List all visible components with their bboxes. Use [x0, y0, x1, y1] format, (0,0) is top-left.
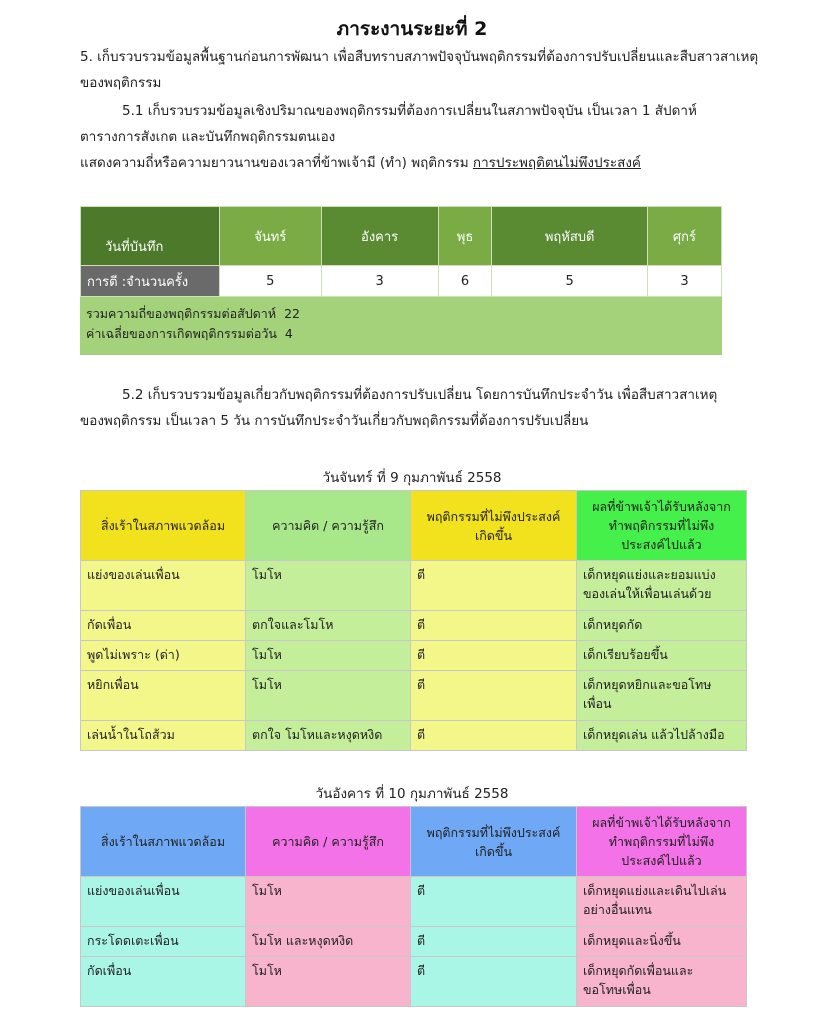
diary-table-header — [81, 491, 747, 561]
table-row — [81, 641, 747, 671]
behavior-cell: ตี — [411, 611, 577, 641]
header-result-l1: ผลที่ข้าพเจ้าได้รับหลังจาก — [592, 815, 731, 830]
section-5-1-line2: ตารางการสังเกต และบันทึกพฤติกรรมตนเอง — [80, 129, 336, 145]
behavior-cell: ตี — [411, 671, 577, 721]
header-feeling: ความคิด / ความรู้สึก — [246, 491, 411, 561]
stimulus-cell: กัดเพื่อน — [81, 957, 246, 1007]
behavior-cell: ตี — [411, 927, 577, 957]
day-header: พุธ — [438, 207, 492, 266]
table-row — [81, 721, 747, 751]
result-cell — [577, 957, 747, 1007]
table-row — [81, 877, 747, 927]
header-result-l3: ประสงค์ไปแล้ว — [621, 537, 702, 552]
header-result-l3: ประสงค์ไปแล้ว — [621, 853, 702, 868]
behavior-cell: ตี — [411, 641, 577, 671]
header-feeling: ความคิด / ความรู้สึก — [246, 807, 411, 877]
feeling-cell: โมโห — [246, 957, 411, 1007]
count-cell: 5 — [492, 266, 648, 297]
header-stimulus: สิ่งเร้าในสภาพแวดล้อม — [81, 807, 246, 877]
table-row — [81, 957, 747, 1007]
result-l1: เด็กหยุดกัดเพื่อนและ — [583, 963, 694, 978]
day-header: จันทร์ — [220, 207, 322, 266]
result-l2: ของเล่นให้เพื่อนเล่นด้วย — [583, 586, 712, 601]
result-cell — [577, 671, 747, 721]
frequency-table-header — [81, 207, 722, 266]
frequency-table — [80, 206, 722, 297]
stimulus-cell: เล่นน้ำในโถส้วม — [81, 721, 246, 751]
behavior-cell: ตี — [411, 721, 577, 751]
day1-diary-table — [80, 490, 747, 751]
header-result-l2: ทำพฤติกรรมที่ไม่พึง — [608, 518, 715, 533]
table-row — [81, 671, 747, 721]
header-behavior — [411, 491, 577, 561]
frequency-description-prefix: แสดงความถี่หรือความยาวนานของเวลาที่ข้าพเจ้ามี (ทำ) พฤติกรรม — [80, 155, 469, 171]
result-l1: เด็กหยุดเล่น แล้วไปล้างมือ — [583, 727, 725, 742]
section-5-1-line1: 5.1 เก็บรวบรวมข้อมูลเชิงปริมาณของพฤติกรรมที่ต้องการเปลี่ยนในสภาพปัจจุบัน เป็นเวลา 1 สัปดาห์ — [122, 103, 697, 119]
result-l1: เด็กหยุดหยิกและขอโทษ — [583, 677, 712, 692]
result-l2: เพื่อน — [583, 696, 612, 711]
section-5-1 — [80, 98, 760, 176]
result-cell — [577, 611, 747, 641]
summary-total-value: 22 — [284, 306, 300, 321]
table-row — [81, 561, 747, 611]
summary-total-label: รวมความถี่ของพฤติกรรมต่อสัปดาห์ — [86, 306, 277, 321]
header-behavior — [411, 807, 577, 877]
day2-caption: วันอังคาร ที่ 10 กุมภาพันธ์ 2558 — [315, 786, 509, 802]
behavior-name: การประพฤติตนไม่พึงประสงค์ — [472, 155, 641, 171]
page-title: ภาระงานระยะที่ 2 — [336, 18, 488, 40]
row-label: การตี :จำนวนครั้ง — [81, 266, 220, 297]
result-l1: เด็กหยุดและนิ่งขึ้น — [583, 933, 681, 948]
count-cell: 6 — [438, 266, 492, 297]
result-l1: เด็กหยุดแย่งและยอมแบ่ง — [583, 567, 716, 582]
diary-table-header — [81, 807, 747, 877]
header-behavior-l2: เกิดขึ้น — [474, 843, 513, 859]
behavior-cell: ตี — [411, 957, 577, 1007]
day2-diary-table — [80, 806, 747, 1007]
header-result-l1: ผลที่ข้าพเจ้าได้รับหลังจาก — [592, 499, 731, 514]
section-5-2 — [80, 382, 760, 434]
feeling-cell: โมโห — [246, 671, 411, 721]
table-row — [81, 927, 747, 957]
header-behavior-l1: พฤติกรรมที่ไม่พึงประสงค์ — [426, 508, 561, 524]
table-row — [81, 611, 747, 641]
count-cell: 3 — [647, 266, 721, 297]
summary-average — [86, 324, 722, 344]
feeling-cell: ตกใจและโมโห — [246, 611, 411, 641]
feeling-cell: โมโห — [246, 641, 411, 671]
stimulus-cell: กระโดดเตะเพื่อน — [81, 927, 246, 957]
result-l2: ขอโทษเพื่อน — [583, 982, 651, 997]
result-l2: อย่างอื่นแทน — [583, 902, 652, 917]
feeling-cell: โมโห — [246, 561, 411, 611]
stimulus-cell: พูดไม่เพราะ (ด่า) — [81, 641, 246, 671]
day-header: ศุกร์ — [647, 207, 721, 266]
summary-average-value: 4 — [284, 326, 293, 341]
stimulus-cell: แย่งของเล่นเพื่อน — [81, 561, 246, 611]
behavior-cell: ตี — [411, 877, 577, 927]
stimulus-cell: กัดเพื่อน — [81, 611, 246, 641]
feeling-cell: โมโห — [246, 877, 411, 927]
stimulus-cell: หยิกเพื่อน — [81, 671, 246, 721]
count-cell: 5 — [220, 266, 322, 297]
header-result-l2: ทำพฤติกรรมที่ไม่พึง — [608, 834, 715, 849]
summary-total — [86, 304, 722, 324]
summary-average-label: ค่าเฉลี่ยของการเกิดพฤติกรรมต่อวัน — [86, 326, 277, 341]
feeling-cell: ตกใจ โมโหและหงุดหงิด — [246, 721, 411, 751]
header-behavior-l2: เกิดขึ้น — [474, 527, 513, 543]
result-cell — [577, 877, 747, 927]
result-l1: เด็กหยุดกัด — [583, 617, 643, 632]
frequency-row — [81, 266, 722, 297]
count-cell: 3 — [321, 266, 438, 297]
intro-paragraph: 5. เก็บรวบรวมข้อมูลพื้นฐานก่อนการพัฒนา เพื่อสืบทราบสภาพปัจจุบันพฤติกรรมที่ต้องการปรับเปลี่ยนและสืบสาวสาเหตุของพฤติกรรม — [80, 49, 759, 91]
result-cell — [577, 561, 747, 611]
result-cell — [577, 927, 747, 957]
day-header: พฤหัสบดี — [492, 207, 648, 266]
day1-caption: วันจันทร์ ที่ 9 กุมภาพันธ์ 2558 — [322, 470, 502, 486]
summary-box — [80, 297, 722, 355]
frequency-description — [80, 150, 760, 176]
result-l1: เด็กเรียบร้อยขึ้น — [583, 647, 668, 662]
feeling-cell: โมโห และหงุดหงิด — [246, 927, 411, 957]
section-5-2-line1: 5.2 เก็บรวบรวมข้อมูลเกี่ยวกับพฤติกรรมที่ต้องการปรับเปลี่ยน โดยการบันทึกประจำวัน เพื่อสืบสาวสาเหตุ — [122, 387, 718, 403]
behavior-cell: ตี — [411, 561, 577, 611]
result-l1: เด็กหยุดแย่งและเดินไปเล่น — [583, 883, 727, 898]
header-behavior-l1: พฤติกรรมที่ไม่พึงประสงค์ — [426, 824, 561, 840]
result-cell — [577, 721, 747, 751]
header-result — [577, 491, 747, 561]
corner-label: วันที่บันทึก — [81, 207, 220, 266]
header-result — [577, 807, 747, 877]
stimulus-cell: แย่งของเล่นเพื่อน — [81, 877, 246, 927]
section-5-2-line2: ของพฤติกรรม เป็นเวลา 5 วัน การบันทึกประจำวันเกี่ยวกับพฤติกรรมที่ต้องการปรับเปลี่ยน — [80, 413, 589, 429]
header-stimulus: สิ่งเร้าในสภาพแวดล้อม — [81, 491, 246, 561]
day-header: อังคาร — [321, 207, 438, 266]
result-cell — [577, 641, 747, 671]
